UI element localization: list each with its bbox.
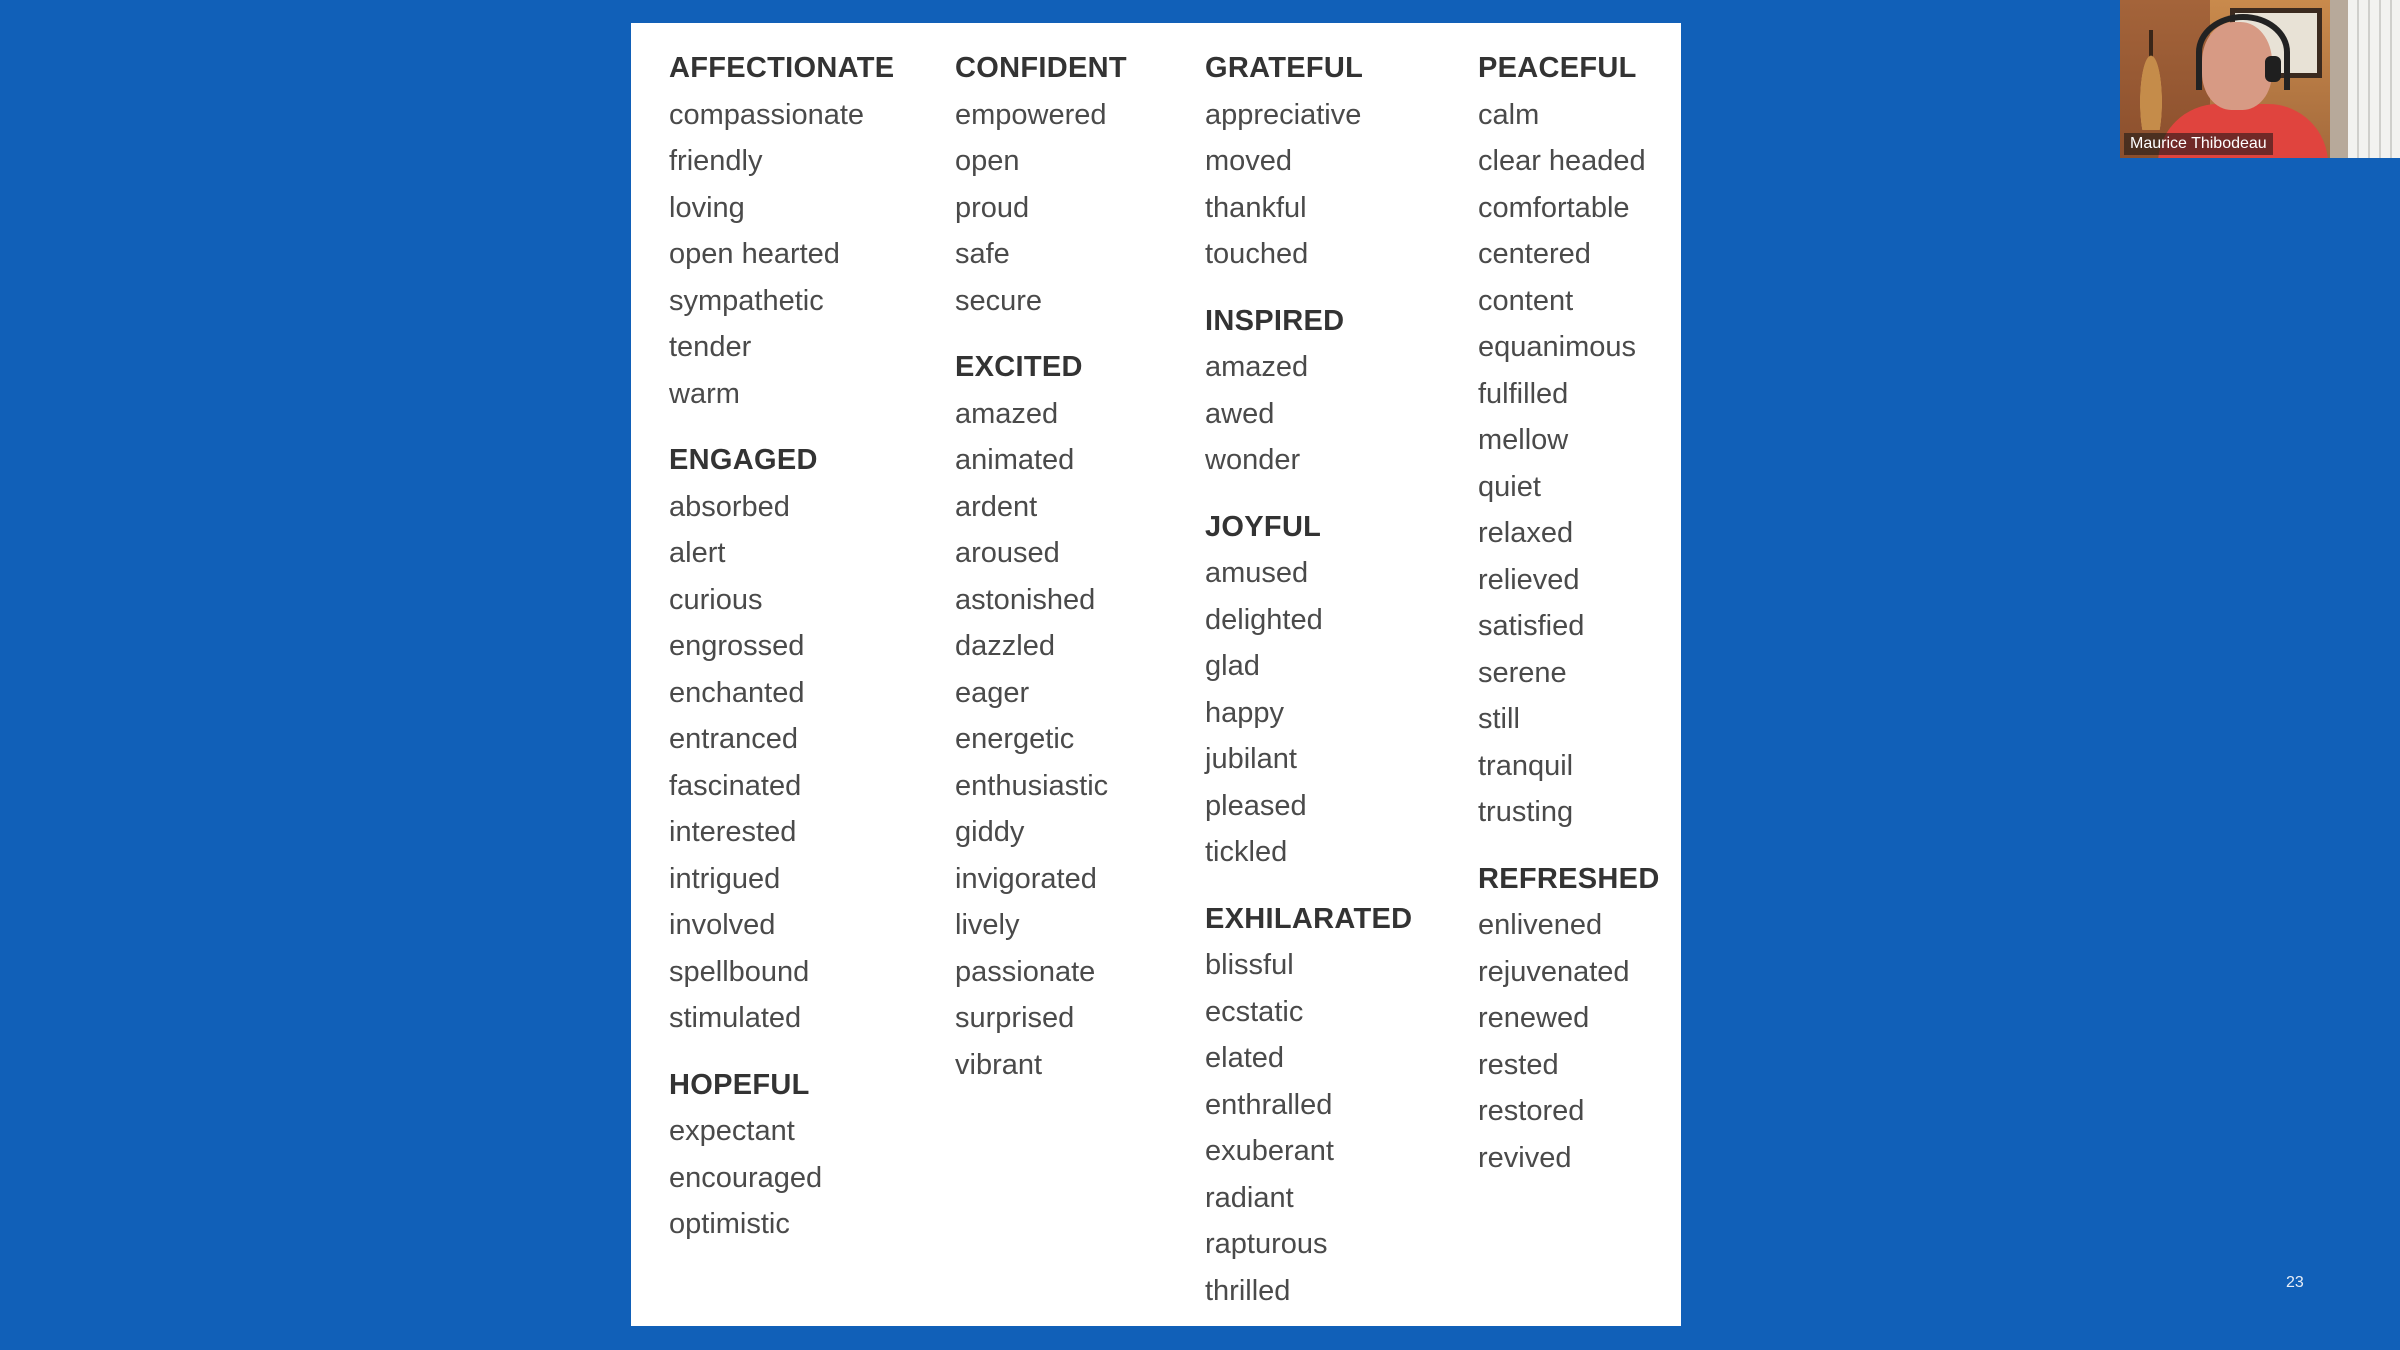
feeling-word-list bbox=[1478, 902, 1660, 1181]
feeling-word: absorbed bbox=[669, 490, 790, 523]
participant-video-tile[interactable] bbox=[2120, 0, 2400, 158]
feeling-word: centered bbox=[1478, 238, 1591, 270]
feeling-category-heading: CONFIDENT bbox=[955, 52, 1127, 84]
feeling-word: surprised bbox=[955, 1002, 1075, 1034]
feeling-word-list bbox=[669, 1108, 894, 1248]
video-window-blinds bbox=[2348, 0, 2400, 158]
feeling-word-list bbox=[955, 92, 1127, 325]
feeling-word: amused bbox=[1205, 557, 1309, 589]
feeling-word: mellow bbox=[1478, 424, 1569, 456]
feeling-word: tickled bbox=[1205, 836, 1288, 868]
feeling-word: friendly bbox=[669, 145, 763, 177]
feeling-category-heading: REFRESHED bbox=[1478, 862, 1660, 895]
feeling-word: jubilant bbox=[1205, 743, 1297, 775]
feeling-word: rapturous bbox=[1205, 1228, 1328, 1260]
feeling-word: compassionate bbox=[669, 98, 865, 131]
feeling-category-heading: AFFECTIONATE bbox=[669, 52, 895, 84]
feeling-category-heading: GRATEFUL bbox=[1205, 52, 1364, 84]
feeling-word: rejuvenated bbox=[1478, 955, 1630, 988]
feeling-word: encouraged bbox=[669, 1161, 823, 1194]
feeling-word: revived bbox=[1478, 1141, 1572, 1174]
participant-name-label: Maurice Thibodeau bbox=[2124, 133, 2273, 155]
feeling-word: enlivened bbox=[1478, 909, 1603, 941]
headset-earpiece bbox=[2265, 56, 2281, 82]
feeling-group bbox=[669, 437, 894, 1042]
feeling-word-list bbox=[1205, 550, 1412, 876]
feeling-word: optimistic bbox=[669, 1208, 790, 1240]
feeling-word: passionate bbox=[955, 955, 1096, 988]
feeling-word: exuberant bbox=[1205, 1135, 1334, 1167]
feeling-word: blissful bbox=[1205, 949, 1294, 981]
feeling-word: astonished bbox=[955, 583, 1096, 616]
feeling-word: radiant bbox=[1205, 1181, 1294, 1214]
feeling-word: open bbox=[955, 145, 1020, 177]
feeling-group bbox=[1205, 45, 1412, 278]
feeling-word: trusting bbox=[1478, 796, 1574, 828]
video-guitar bbox=[2134, 30, 2168, 130]
feeling-word: empowered bbox=[955, 98, 1107, 131]
column-4 bbox=[1478, 45, 1660, 1201]
feeling-word: happy bbox=[1205, 696, 1285, 729]
feeling-word: awed bbox=[1205, 397, 1275, 430]
feeling-word: tender bbox=[669, 331, 752, 363]
feeling-word: open hearted bbox=[669, 238, 840, 270]
feeling-word: tranquil bbox=[1478, 749, 1574, 782]
feeling-word: dazzled bbox=[955, 630, 1055, 662]
feeling-word: comfortable bbox=[1478, 191, 1630, 224]
feeling-word-list bbox=[1205, 92, 1412, 278]
column-3 bbox=[1205, 45, 1412, 1334]
feeling-word: thankful bbox=[1205, 191, 1307, 224]
feeling-word: vibrant bbox=[955, 1048, 1043, 1081]
feeling-word: stimulated bbox=[669, 1002, 802, 1034]
feelings-list-sheet bbox=[631, 23, 1681, 1326]
feeling-word: satisfied bbox=[1478, 610, 1585, 642]
feeling-word: elated bbox=[1205, 1042, 1285, 1074]
feeling-word: engrossed bbox=[669, 630, 805, 662]
feeling-word: spellbound bbox=[669, 955, 810, 988]
feeling-word-list bbox=[669, 484, 894, 1042]
feeling-word: ecstatic bbox=[1205, 995, 1304, 1028]
feeling-group bbox=[955, 344, 1127, 1088]
feeling-word-list bbox=[669, 92, 894, 418]
feeling-group bbox=[1478, 856, 1660, 1182]
feeling-word: restored bbox=[1478, 1095, 1585, 1127]
feeling-word: enchanted bbox=[669, 676, 805, 709]
feeling-category-heading: INSPIRED bbox=[1205, 304, 1345, 337]
feeling-group bbox=[669, 1062, 894, 1248]
feeling-word: ardent bbox=[955, 490, 1038, 523]
feeling-word: sympathetic bbox=[669, 284, 824, 317]
feeling-word: interested bbox=[669, 816, 797, 848]
feeling-word: still bbox=[1478, 703, 1520, 735]
feeling-word: proud bbox=[955, 191, 1030, 224]
feeling-group bbox=[1205, 504, 1412, 876]
feeling-word: delighted bbox=[1205, 603, 1323, 636]
feeling-word: thrilled bbox=[1205, 1274, 1291, 1307]
feeling-word: entranced bbox=[669, 723, 798, 755]
feeling-word: curious bbox=[669, 583, 763, 616]
feeling-word: wonder bbox=[1205, 444, 1301, 476]
feeling-category-heading: ENGAGED bbox=[669, 444, 818, 476]
feeling-word: touched bbox=[1205, 238, 1309, 270]
feeling-group bbox=[1205, 896, 1412, 1315]
feeling-category-heading: EXHILARATED bbox=[1205, 902, 1413, 935]
feeling-word: amazed bbox=[955, 397, 1059, 430]
feeling-word: equanimous bbox=[1478, 331, 1636, 363]
feeling-word: loving bbox=[669, 191, 745, 224]
feeling-word: relieved bbox=[1478, 563, 1580, 596]
feeling-word: amazed bbox=[1205, 351, 1309, 383]
feeling-group bbox=[669, 45, 894, 417]
feeling-group bbox=[955, 45, 1127, 324]
feeling-word: involved bbox=[669, 909, 776, 941]
feeling-word: giddy bbox=[955, 816, 1025, 848]
feeling-word: eager bbox=[955, 676, 1030, 709]
feeling-word-list bbox=[1205, 344, 1412, 484]
feeling-word: safe bbox=[955, 238, 1010, 270]
feeling-word: enthralled bbox=[1205, 1088, 1333, 1121]
feeling-word: energetic bbox=[955, 723, 1075, 755]
feeling-word-list bbox=[955, 391, 1127, 1089]
column-2 bbox=[955, 45, 1127, 1108]
feeling-word: renewed bbox=[1478, 1002, 1590, 1034]
feeling-word: moved bbox=[1205, 145, 1293, 177]
feeling-word: aroused bbox=[955, 537, 1060, 569]
feeling-word: content bbox=[1478, 284, 1574, 317]
feeling-word: appreciative bbox=[1205, 98, 1362, 131]
feeling-group bbox=[1205, 298, 1412, 484]
feeling-word-list bbox=[1478, 92, 1660, 836]
feeling-word: fascinated bbox=[669, 769, 802, 802]
feeling-word: rested bbox=[1478, 1048, 1559, 1081]
column-1 bbox=[669, 45, 894, 1268]
feeling-word: secure bbox=[955, 284, 1043, 317]
feeling-word: pleased bbox=[1205, 789, 1307, 822]
feeling-group bbox=[1478, 45, 1660, 836]
feeling-word: calm bbox=[1478, 98, 1540, 131]
feeling-word: lively bbox=[955, 909, 1020, 941]
feeling-word: relaxed bbox=[1478, 517, 1574, 549]
feeling-word: glad bbox=[1205, 650, 1260, 682]
feeling-word: serene bbox=[1478, 656, 1567, 689]
feeling-word: intrigued bbox=[669, 862, 781, 895]
feeling-category-heading: EXCITED bbox=[955, 351, 1083, 383]
feeling-category-heading: HOPEFUL bbox=[669, 1068, 810, 1101]
feeling-word: expectant bbox=[669, 1115, 795, 1147]
feeling-word: quiet bbox=[1478, 470, 1541, 503]
feeling-word: fulfilled bbox=[1478, 377, 1569, 410]
feeling-word-list bbox=[1205, 942, 1412, 1314]
feeling-word: clear headed bbox=[1478, 145, 1646, 177]
feeling-word: animated bbox=[955, 444, 1075, 476]
feeling-word: warm bbox=[669, 377, 740, 410]
feeling-word: alert bbox=[669, 537, 726, 569]
slide-number: 23 bbox=[2286, 1274, 2304, 1291]
feeling-word: enthusiastic bbox=[955, 769, 1109, 802]
feeling-word: invigorated bbox=[955, 862, 1097, 895]
feeling-category-heading: PEACEFUL bbox=[1478, 52, 1637, 84]
feeling-category-heading: JOYFUL bbox=[1205, 510, 1322, 543]
